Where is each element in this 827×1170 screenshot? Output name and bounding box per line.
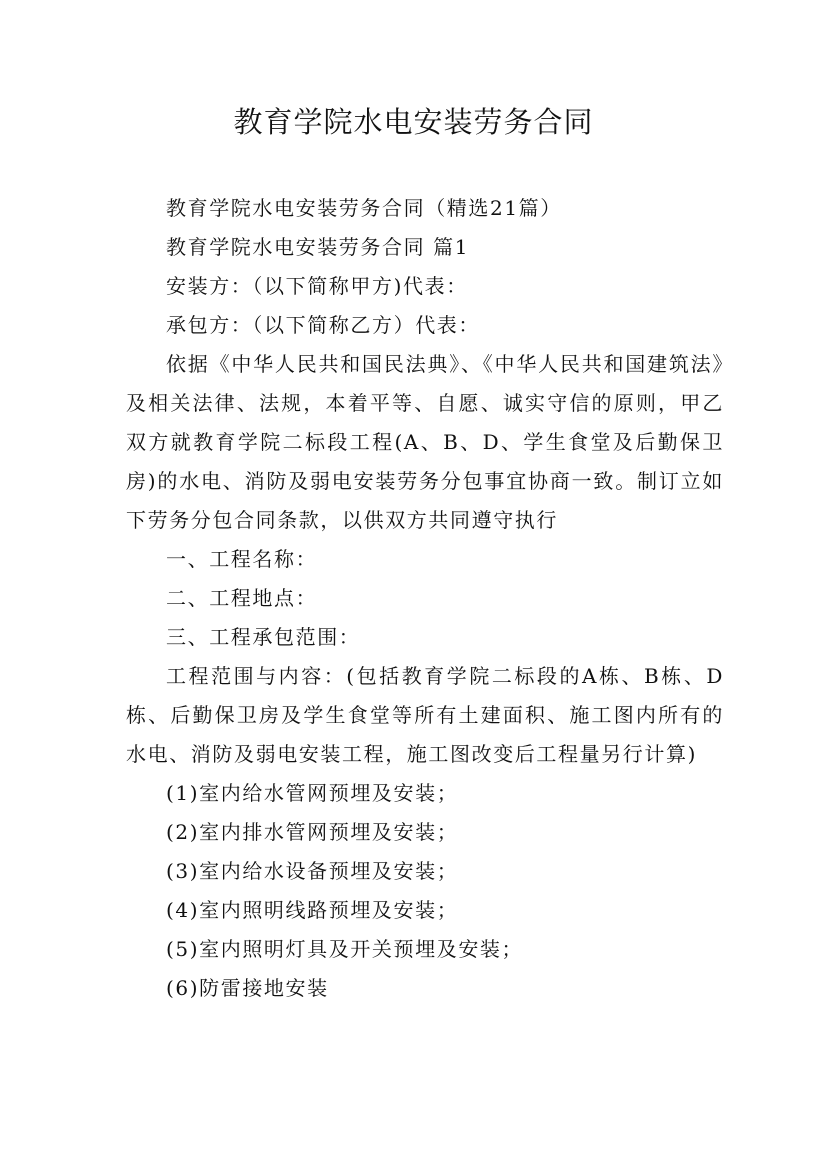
paragraph-project-name: 一、工程名称： (166, 547, 318, 571)
list-item-lighting-fixtures: (5)室内照明灯具及开关预埋及安装； (166, 937, 524, 961)
paragraph-legal-basis: 依据《中华人民共和国民法典》、《中华人民共和国建筑法》及相关法律、法规，本着平等、自愿、诚实守信的原则，甲乙双方就教育学院二标段工程(A、B、D、学生食堂及后勤保卫房)的水电、消防及弱电安装劳务分包事宜协商一致。制订立如下劳务分包合同条款，以供双方共同遵守执行 (126, 352, 724, 532)
paragraph-project-scope: 三、工程承包范围： (166, 625, 361, 649)
paragraph-installer-party: 安装方：（以下简称甲方)代表： (166, 274, 468, 298)
list-item-water-supply-network: (1)室内给水管网预埋及安装； (166, 781, 459, 805)
document-title: 教育学院水电安装劳务合同 (233, 105, 594, 139)
paragraph-subtitle: 教育学院水电安装劳务合同（精选21篇） (166, 196, 562, 220)
list-item-lighting-circuits: (4)室内照明线路预埋及安装； (166, 898, 459, 922)
list-item-drainage-network: (2)室内排水管网预埋及安装； (166, 820, 459, 844)
list-item-water-supply-equipment: (3)室内给水设备预埋及安装； (166, 859, 459, 883)
paragraph-contractor-party: 承包方：（以下简称乙方）代表： (166, 313, 480, 337)
paragraph-part-heading: 教育学院水电安装劳务合同 篇1 (166, 235, 470, 259)
document-body (126, 189, 724, 1008)
paragraph-scope-content: 工程范围与内容：(包括教育学院二标段的A栋、B栋、D栋、后勤保卫房及学生食堂等所有土建面积、施工图内所有的水电、消防及弱电安装工程，施工图改变后工程量另行计算) (126, 664, 724, 766)
list-item-lightning-protection: (6)防雷接地安装 (166, 976, 329, 1000)
paragraph-project-location: 二、工程地点： (166, 586, 318, 610)
